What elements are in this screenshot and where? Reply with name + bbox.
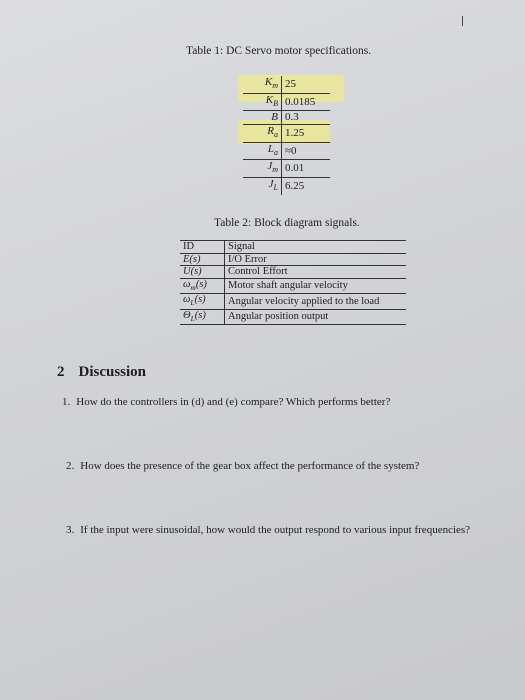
- table-row: [243, 160, 330, 178]
- signal-name: Angular velocity applied to the load: [225, 294, 407, 310]
- spec-value: 0.3: [282, 111, 331, 125]
- table-row: [180, 253, 406, 266]
- question-text: How do the controllers in (d) and (e) compare? Which performs better?: [76, 396, 391, 408]
- spec-symbol: $K_B$: [243, 93, 282, 111]
- spec-value: 1.25: [282, 124, 331, 142]
- spec-symbol: $R_a$: [243, 124, 282, 142]
- column-header-id: ID: [180, 241, 225, 254]
- table-row: [243, 177, 330, 194]
- table-row: [180, 294, 406, 310]
- signal-table: [180, 240, 406, 325]
- motor-spec-table: [243, 76, 330, 195]
- signal-id: $\omega_m(s)$: [180, 278, 225, 294]
- question-text: How does the presence of the gear box affect the performance of the system?: [80, 460, 420, 472]
- spec-value: 25: [282, 76, 331, 93]
- question-number: 1.: [62, 396, 71, 408]
- page-mark: [462, 16, 463, 26]
- section-title: Discussion: [78, 364, 147, 380]
- signal-name: Angular position output: [225, 309, 407, 325]
- question-item: [66, 460, 419, 472]
- table-row: [180, 266, 406, 279]
- question-item: [66, 524, 470, 536]
- question-number: 3.: [66, 524, 75, 536]
- spec-value: 0.0185: [282, 93, 331, 111]
- table-row: [180, 278, 406, 294]
- spec-value: 6.25: [285, 180, 305, 193]
- signal-id: $\omega_L(s)$: [180, 294, 225, 310]
- table-header-row: [180, 241, 406, 254]
- signal-id: E(s): [180, 253, 225, 266]
- spec-value: 0.01: [282, 160, 331, 178]
- spec-symbol: $J_L$: [243, 177, 282, 194]
- column-header-signal: Signal: [225, 241, 407, 254]
- question-item: [62, 396, 390, 408]
- table-row: [180, 309, 406, 325]
- spec-symbol: $J_m$: [243, 160, 282, 178]
- table-row: [243, 93, 330, 111]
- signal-id: U(s): [180, 266, 225, 279]
- signal-id: $\Theta_L(s)$: [180, 309, 225, 325]
- table-row: [243, 111, 330, 125]
- table-row: [243, 76, 330, 93]
- signal-name: Motor shaft angular velocity: [225, 278, 407, 294]
- table1-caption: Table 1: DC Servo motor specifications.: [186, 45, 372, 57]
- table-row: [243, 124, 330, 142]
- signal-name: Control Effort: [225, 266, 407, 279]
- spec-symbol: $K_m$: [243, 76, 282, 93]
- signal-name: I/O Error: [225, 253, 407, 266]
- table-row: [243, 142, 330, 160]
- spec-symbol: $L_a$: [243, 142, 282, 160]
- spec-value: ≈0: [282, 142, 331, 160]
- spec-symbol: B: [243, 111, 282, 125]
- question-text: If the input were sinusoidal, how would the output respond to various input frequencies?: [80, 524, 471, 536]
- table2-caption: Table 2: Block diagram signals.: [214, 217, 360, 229]
- section-number: 2: [57, 364, 65, 380]
- section-heading: [57, 364, 146, 381]
- question-number: 2.: [66, 460, 75, 472]
